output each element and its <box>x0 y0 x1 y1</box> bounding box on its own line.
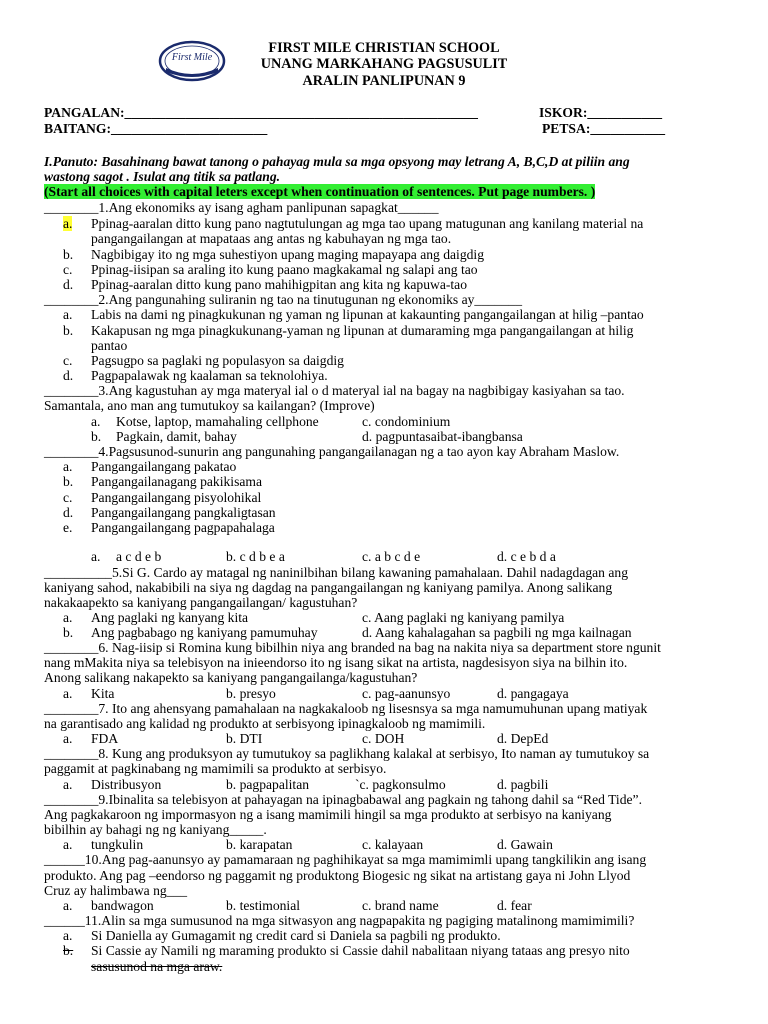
q4-c: Pangangailangang pisyolohikal <box>91 490 262 505</box>
subject-title: ARALIN PANLIPUNAN 9 <box>302 73 466 89</box>
q3-a: Kotse, laptop, mamahaling cellphone <box>116 414 319 429</box>
q6-choice-a: Kita <box>91 686 115 701</box>
q2-a-marker: a. <box>63 307 73 322</box>
q6-choice-b: b. presyo <box>226 686 276 701</box>
q2-d-marker: d. <box>63 368 74 383</box>
q9-choice-a: tungkulin <box>91 837 144 852</box>
q4-choice-a: a c d e b <box>116 549 162 564</box>
q4-e-marker: e. <box>63 520 73 535</box>
q8-choice-b: b. pagpapalitan <box>226 777 310 792</box>
q4-a-marker: a. <box>63 459 73 474</box>
q11-b-line2: sasusunod na mga araw. <box>91 959 223 974</box>
q10-choice-marker: a. <box>63 898 73 913</box>
q2-c-marker: c. <box>63 353 73 368</box>
baitang-field[interactable]: BAITANG:_______________________ <box>44 121 268 136</box>
q8-choice-c: `c. pagkonsulmo <box>355 777 446 792</box>
q8-stem-line2: paggamit at pagkinabang ng mamimili sa produkto at serbisyo. <box>44 761 387 776</box>
petsa-field[interactable]: PETSA:___________ <box>542 121 666 136</box>
q7-stem-line1: ________7. Ito ang ahensyang pamahalaan na nagkakaloob ng lisesnsya sa mga namumuhunan upang matiyak <box>44 701 648 716</box>
q10-choice-d: d. fear <box>497 898 532 913</box>
q3-stem-line1: ________3.Ang kagustuhan ay mga materyal ial o d materyal ial na bagay na nagbibigay kasiyahan sa tao. <box>44 383 625 398</box>
q5-stem-line3: nakakaapekto sa kaniyang pangangailangan/ kagustuhan? <box>44 595 358 610</box>
q5-a-marker: a. <box>63 610 73 625</box>
q4-stem: ________4.Pagsusunod-sunurin ang pangunahing pangangailanagan ng a tao ayon kay Abraham Maslow. <box>44 444 620 459</box>
exam-title: UNANG MARKAHANG PAGSUSULIT <box>260 56 508 72</box>
q4-b: Pangangailanagang pakikisama <box>91 474 262 489</box>
q4-choice-marker: a. <box>91 549 101 564</box>
q9-stem-line3: bibilhin ay bahagi ng ng kaniyang_____. <box>44 822 267 837</box>
q6-choice-marker: a. <box>63 686 73 701</box>
q1-b-marker: b. <box>63 247 74 262</box>
q6-stem-line3: Anong salikang nakapekto sa kaniyang pangangailanga/kagustuhan? <box>44 670 418 685</box>
q3-b: Pagkain, damit, bahay <box>116 429 237 444</box>
q3-a-marker: a. <box>91 414 101 429</box>
q4-choice-b: b. c d b e a <box>226 549 285 564</box>
q1-c: Ppinag-iisipan sa araling ito kung paano magkakamal ng salapi ang tao <box>91 262 478 277</box>
q5-d: d. Aang kahalagahan sa pagbili ng mga kailnagan <box>362 625 632 640</box>
q1-stem: ________1.Ang ekonomiks ay isang agham panlipunan sapagkat______ <box>44 200 439 215</box>
q5-stem-line2: kaniyang sahod, nakabibili na siya ng dagdag na pangangailangan ng kaniyang pamilya. Anong salikang <box>44 580 613 595</box>
q10-choice-b: b. testimonial <box>226 898 301 913</box>
q6-choice-c: c. pag-aanunsyo <box>362 686 451 701</box>
q10-stem-line1: ______10.Ang pag-aanunsyo ay pamamaraan ng paghihikayat sa mga mamimimli upang tangkilikin ang isang <box>44 852 647 867</box>
q7-stem-line2: na garantisado ang kalidad ng produkto at serbisyong ipinagkaloob ng mamimili. <box>44 716 486 731</box>
q2-b-line2: pantao <box>91 338 128 353</box>
q7-choice-marker: a. <box>63 731 73 746</box>
q4-d-marker: d. <box>63 505 74 520</box>
q1-a-marker: a. <box>63 216 73 231</box>
q7-choice-d: d. DepEd <box>497 731 549 746</box>
q10-choice-a: bandwagon <box>91 898 154 913</box>
q7-choice-b: b. DTI <box>226 731 263 746</box>
q1-a-line2: pangangailangan at mapataas ang antas ng kabuhayan ng mga tao. <box>91 231 452 246</box>
q3-c: c. condominium <box>362 414 451 429</box>
q11-a: Si Daniella ay Gumagamit ng credit card si Daniela sa pagbili ng produkto. <box>91 928 501 943</box>
q10-choice-c: c. brand name <box>362 898 439 913</box>
instructions-line2: wastong sagot . Isulat ang titik sa patlang. <box>44 169 281 184</box>
q2-b-line1: Kakapusan ng mga pinagkukunang-yaman ng lipunan at dumaraming mga pangangailangan at hilig <box>91 323 634 338</box>
q4-b-marker: b. <box>63 474 74 489</box>
q9-stem-line1: ________9.Ibinalita sa telebisyon at pahayagan na ipinagbabawal ang pagkain ng tahong dahil sa “Red Tide”. <box>44 792 642 807</box>
q11-b-line1: Si Cassie ay Namili ng maraming produkto si Cassie dahil nabalitaan niyang tataas ang presyo nito <box>91 943 630 958</box>
q2-a: Labis na dami ng pinagkukunan ng yaman ng lipunan at kakaunting pangangailangan at hilig –pantao <box>91 307 644 322</box>
q8-choice-d: d. pagbili <box>497 777 549 792</box>
q2-b-marker: b. <box>63 323 74 338</box>
q11-stem: ______11.Alin sa mga sumusunod na mga sitwasyon ang nagpapakita ng pagiging matalinong mamimimili? <box>44 913 635 928</box>
q4-choice-c: c. a b c d e <box>362 549 421 564</box>
q4-c-marker: c. <box>63 490 73 505</box>
q4-choice-d: d. c e b d a <box>497 549 556 564</box>
school-name: FIRST MILE CHRISTIAN SCHOOL <box>268 40 500 56</box>
q6-stem-line2: nang mMakita niya sa telebisyon na inieendorso ito ng isang sikat na artista, nagdesisyon siya na bilhin ito. <box>44 655 628 670</box>
q3-stem-line2: Samantala, ano man ang tumutukoy sa kailangan? (Improve) <box>44 398 375 413</box>
pangalan-field[interactable]: PANGALAN:____________________________________________________ <box>44 105 478 120</box>
q3-b-marker: b. <box>91 429 102 444</box>
q2-d: Pagpapalawak ng kaalaman sa teknolohiya. <box>91 368 328 383</box>
q8-choice-a: Distribusyon <box>91 777 162 792</box>
q10-stem-line3: Cruz ay halimbawa ng___ <box>44 883 188 898</box>
q5-b-marker: b. <box>63 625 74 640</box>
q5-c: c. Aang paglaki ng kaniyang pamilya <box>362 610 565 625</box>
instructions-line1: I.Panuto: Basahinang bawat tanong o pahayag mula sa mga opsyong may letrang A, B,C,D at piliin ang <box>44 154 630 169</box>
iskor-field[interactable]: ISKOR:___________ <box>539 105 663 120</box>
q7-choice-a: FDA <box>91 731 119 746</box>
q2-c: Pagsugpo sa paglaki ng populasyon sa daigdig <box>91 353 344 368</box>
q11-a-marker: a. <box>63 928 73 943</box>
q8-choice-marker: a. <box>63 777 73 792</box>
q1-c-marker: c. <box>63 262 73 277</box>
q8-stem-line1: ________8. Kung ang produksyon ay tumutukoy sa paglikhang kalakal at serbisyo, Ito naman ay tumutukoy sa <box>44 746 650 761</box>
q1-a-line1: Ppinag-aaralan ditto kung pano nagtutulungan ag mga tao upang matugunan ang kanilang material na <box>91 216 644 231</box>
q4-a: Pangangailangang pakatao <box>91 459 237 474</box>
q6-stem-line1: ________6. Nag-iisip si Romina kung bibilhin niya ang branded na bag na nakita niya sa department store ngunit <box>44 640 661 655</box>
q5-stem-line1: __________5.Si G. Cardo ay matagal ng naninilbihan bilang kawaning pamahalaan. Dahil nadagdagan ang <box>44 565 629 580</box>
q5-b: Ang pagbabago ng kaniyang pamumuhay <box>91 625 318 640</box>
logo-text: First Mile <box>171 52 213 63</box>
q1-b: Nagbibigay ito ng mga suhestiyon upang maging mapayapa ang daigdig <box>91 247 485 262</box>
q1-d-marker: d. <box>63 277 74 292</box>
q1-d: Ppinag-aaralan ditto kung pano mahihigpitan ang kita ng kapuwa-tao <box>91 277 467 292</box>
q4-d: Pangangailangang pangkaligtasan <box>91 505 276 520</box>
q9-choice-c: c. kalayaan <box>362 837 424 852</box>
q6-choice-d: d. pangagaya <box>497 686 569 701</box>
q10-stem-line2: produkto. Ang pag –eendorso ng paggamit ng produktong Biogesic ng sikat na artistang gaya ni John Llyod <box>44 868 631 883</box>
q11-b-marker: b. <box>63 943 74 958</box>
instructions-note: (Start all choices with capital leters except when continuation of sentences. Put page numbers. ) <box>44 184 596 199</box>
q7-choice-c: c. DOH <box>362 731 405 746</box>
q4-e: Pangangailangang pagpapahalaga <box>91 520 275 535</box>
q9-stem-line2: Ang pagkakaroon ng impormasyon ng a isang mamimili hingil sa mga produkto at serbisyo na kaniyang <box>44 807 612 822</box>
q3-d: d. pagpuntasaibat-ibangbansa <box>362 429 523 444</box>
q2-stem: ________2.Ang pangunahing suliranin ng tao na tinutugunan ng ekonomiks ay_______ <box>44 292 522 307</box>
q5-a: Ang paglaki ng kanyang kita <box>91 610 249 625</box>
q9-choice-marker: a. <box>63 837 73 852</box>
q9-choice-d: d. Gawain <box>497 837 553 852</box>
q9-choice-b: b. karapatan <box>226 837 293 852</box>
